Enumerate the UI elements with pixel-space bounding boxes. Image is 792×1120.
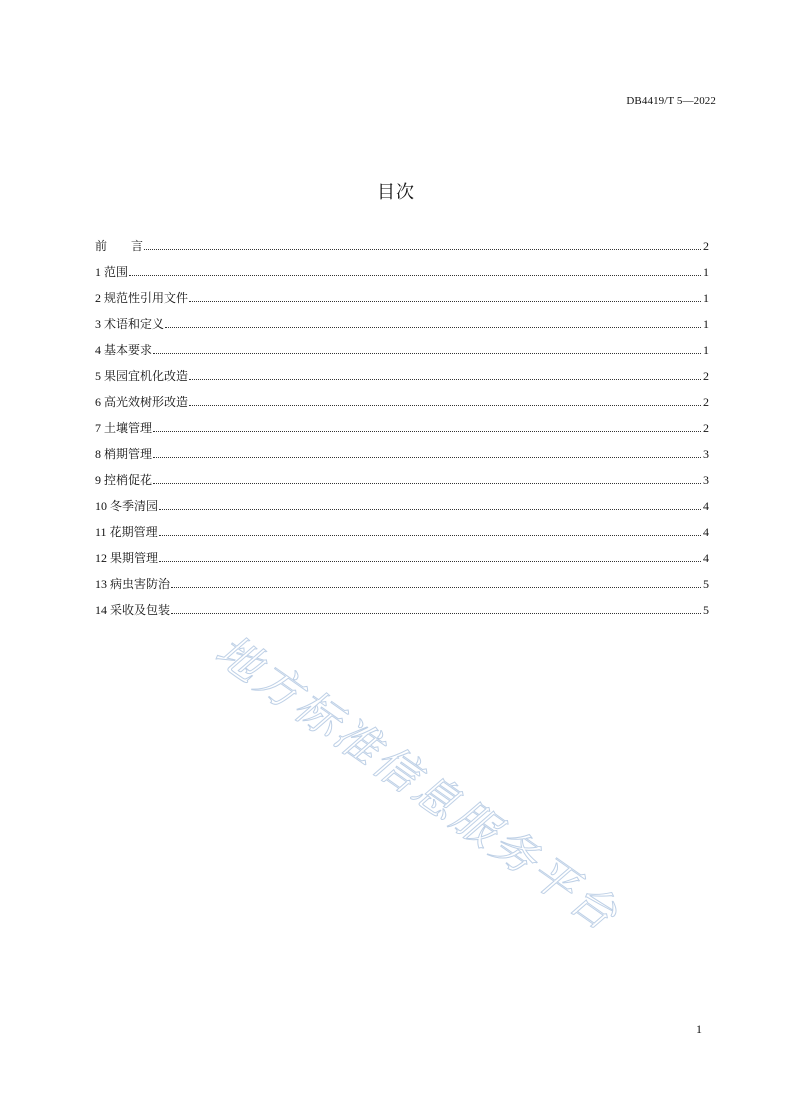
toc-leader-dots xyxy=(189,405,701,406)
toc-entry-2[interactable] xyxy=(95,288,709,314)
toc-entry-number: 4 xyxy=(95,343,104,357)
document-code: DB4419/T 5—2022 xyxy=(626,95,716,107)
toc-leader-dots xyxy=(189,379,701,380)
toc-entry-6[interactable] xyxy=(95,392,709,418)
toc-entry-number: 5 xyxy=(95,369,104,383)
toc-entry-title: 梢期管理 xyxy=(104,447,153,461)
toc-entry-page: 2 xyxy=(703,239,709,253)
toc-leader-dots xyxy=(153,353,701,354)
toc-entry-3[interactable] xyxy=(95,314,709,340)
toc-entry-page: 1 xyxy=(703,265,709,279)
toc-entry-page: 5 xyxy=(703,577,709,591)
toc-leader-dots xyxy=(171,613,701,614)
toc-entry-title: 冬季清园 xyxy=(110,499,159,513)
toc-entry-title: 规范性引用文件 xyxy=(104,291,189,305)
toc-entry-number: 2 xyxy=(95,291,104,305)
toc-entry-page: 5 xyxy=(703,603,709,617)
page-number: 1 xyxy=(696,1022,702,1036)
toc-entry-number: 1 xyxy=(95,265,104,279)
toc-entry-number: 11 xyxy=(95,525,110,539)
toc-entry-14[interactable] xyxy=(95,600,709,626)
toc-entry-page: 2 xyxy=(703,421,709,435)
toc-entry-12[interactable] xyxy=(95,548,709,574)
toc-entry-11[interactable] xyxy=(95,522,709,548)
toc-leader-dots xyxy=(129,275,701,276)
toc-leader-dots xyxy=(144,249,701,250)
toc-entry-page: 4 xyxy=(703,499,709,513)
toc-entry-page: 4 xyxy=(703,525,709,539)
toc-entry-number: 13 xyxy=(95,577,110,591)
toc-entry-page: 1 xyxy=(703,317,709,331)
toc-entry-page: 1 xyxy=(703,291,709,305)
toc-entry-number: 10 xyxy=(95,499,110,513)
toc-entry-1[interactable] xyxy=(95,262,709,288)
toc-leader-dots xyxy=(153,483,701,484)
toc-entry-page: 2 xyxy=(703,395,709,409)
toc-entry-5[interactable] xyxy=(95,366,709,392)
toc-entry-page: 4 xyxy=(703,551,709,565)
toc-entry-page: 3 xyxy=(703,447,709,461)
toc-leader-dots xyxy=(159,509,701,510)
toc-entry-7[interactable] xyxy=(95,418,709,444)
toc-entry-title: 土壤管理 xyxy=(104,421,153,435)
toc-entry-title: 前 言 xyxy=(95,239,144,253)
table-of-contents xyxy=(95,236,709,626)
toc-leader-dots xyxy=(159,535,701,536)
toc-entry-number: 9 xyxy=(95,473,104,487)
toc-entry-title: 控梢促花 xyxy=(104,473,153,487)
toc-entry-8[interactable] xyxy=(95,444,709,470)
toc-entry-4[interactable] xyxy=(95,340,709,366)
toc-leader-dots xyxy=(165,327,701,328)
toc-entry-title: 术语和定义 xyxy=(104,317,165,331)
toc-leader-dots xyxy=(189,301,701,302)
toc-title: 目次 xyxy=(377,182,415,203)
toc-entry-title: 病虫害防治 xyxy=(110,577,171,591)
toc-leader-dots xyxy=(153,431,701,432)
toc-entry-number: 8 xyxy=(95,447,104,461)
toc-entry-9[interactable] xyxy=(95,470,709,496)
toc-entry-number: 12 xyxy=(95,551,110,565)
toc-entry-page: 2 xyxy=(703,369,709,383)
toc-entry-10[interactable] xyxy=(95,496,709,522)
toc-entry-title: 花期管理 xyxy=(109,525,158,539)
toc-entry-13[interactable] xyxy=(95,574,709,600)
toc-entry-foreword[interactable] xyxy=(95,236,709,262)
toc-entry-number: 3 xyxy=(95,317,104,331)
toc-entry-page: 3 xyxy=(703,473,709,487)
toc-entry-title: 高光效树形改造 xyxy=(104,395,189,409)
toc-entry-number: 6 xyxy=(95,395,104,409)
toc-entry-title: 果期管理 xyxy=(110,551,159,565)
toc-entry-page: 1 xyxy=(703,343,709,357)
toc-entry-number: 7 xyxy=(95,421,104,435)
watermark: 地方标准信息服务平台 xyxy=(206,625,629,943)
toc-entry-title: 范围 xyxy=(104,265,129,279)
toc-leader-dots xyxy=(153,457,701,458)
toc-entry-number: 14 xyxy=(95,603,110,617)
toc-entry-title: 基本要求 xyxy=(104,343,153,357)
toc-entry-title: 采收及包装 xyxy=(110,603,171,617)
toc-leader-dots xyxy=(171,587,701,588)
toc-entry-title: 果园宜机化改造 xyxy=(104,369,189,383)
toc-leader-dots xyxy=(159,561,701,562)
